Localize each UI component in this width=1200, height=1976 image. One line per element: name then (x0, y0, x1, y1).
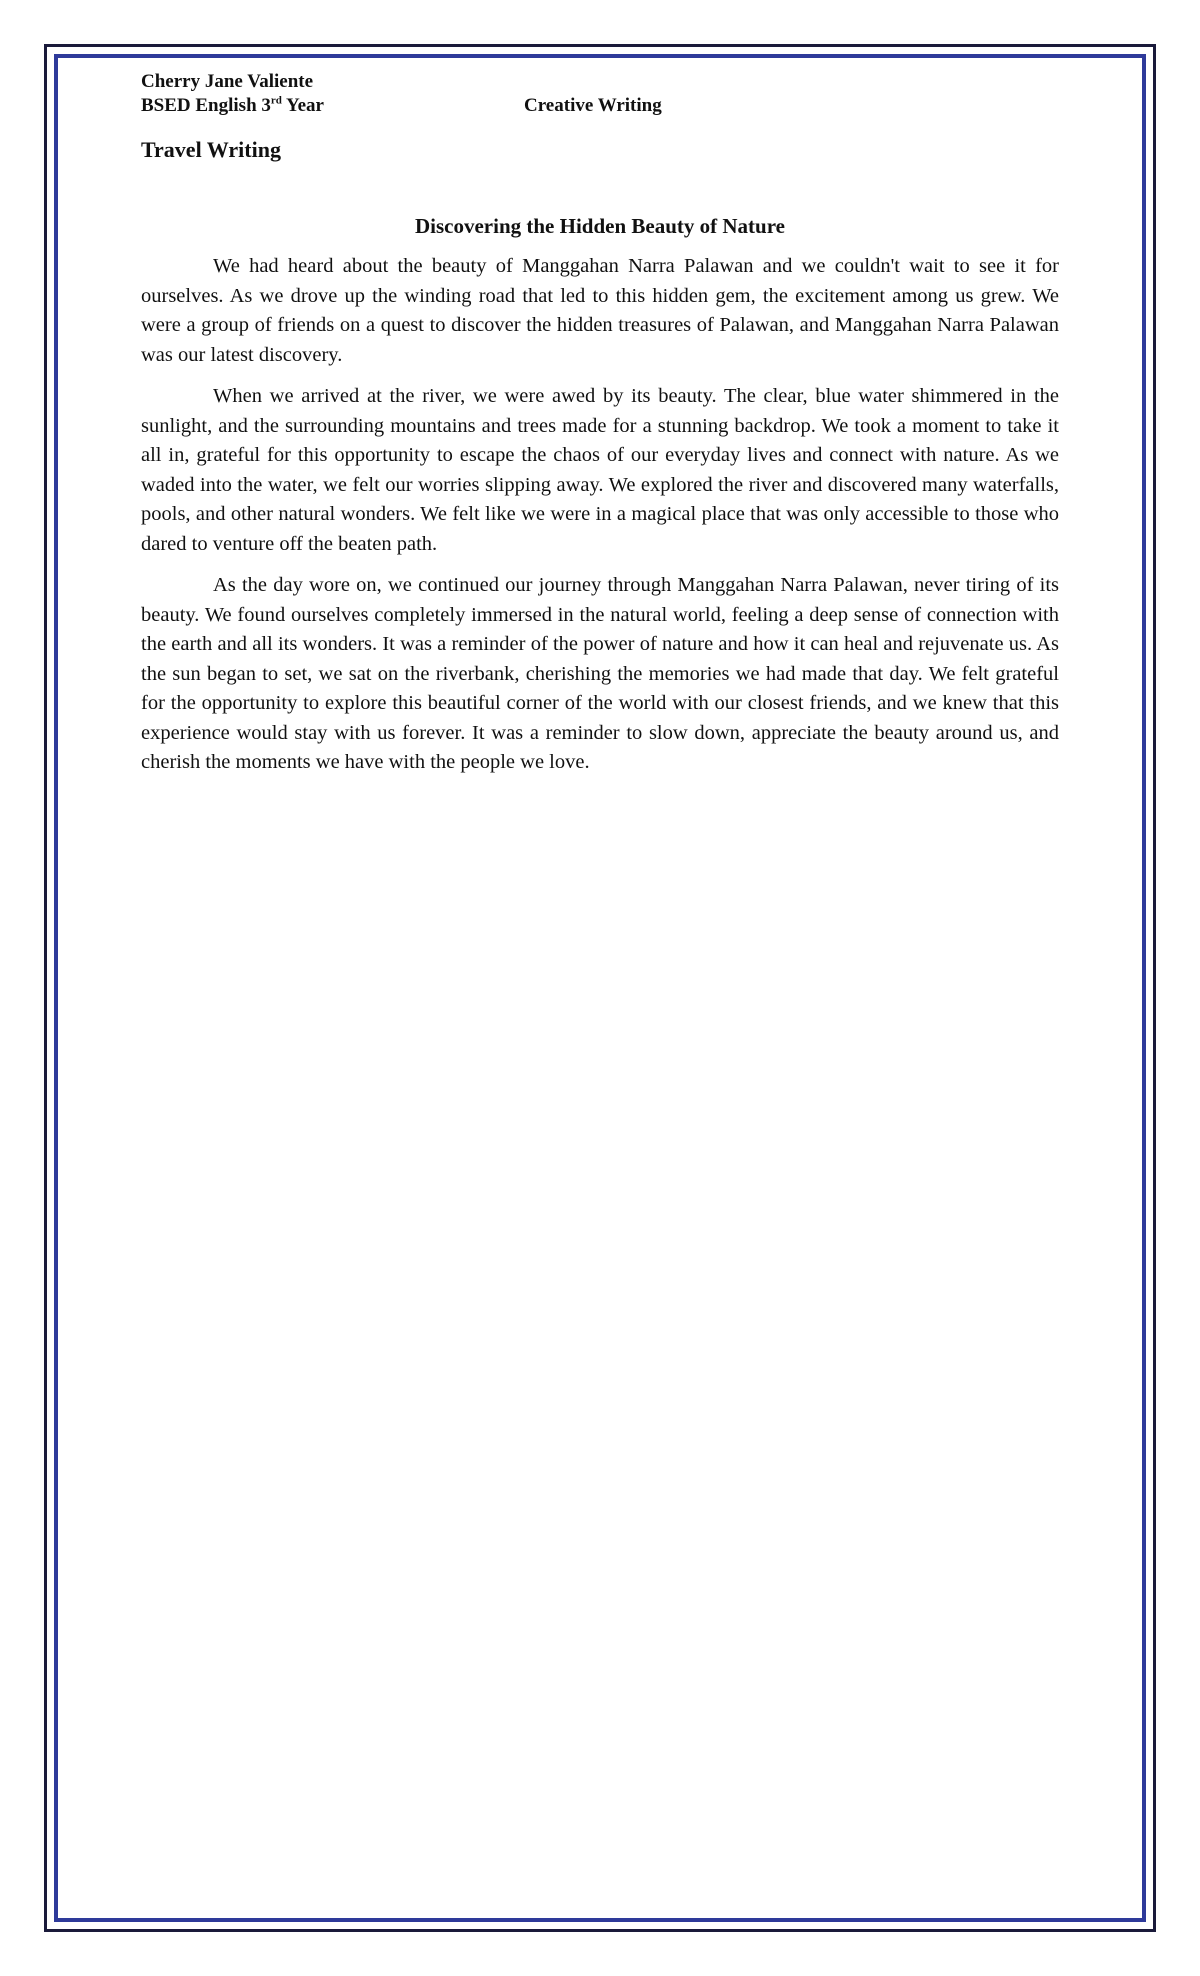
course-line (141, 94, 1059, 118)
course-suffix: Year (281, 95, 324, 116)
essay-title: Discovering the Hidden Beauty of Nature (414, 214, 785, 238)
course-label (141, 95, 324, 116)
course-superscript: rd (270, 94, 282, 107)
course-prefix: BSED English 3 (141, 95, 271, 116)
author-name: Cherry Jane Valiente (141, 71, 314, 92)
document-body (141, 70, 1059, 778)
subject-label: Creative Writing (524, 95, 662, 116)
section-label: Travel Writing (141, 137, 281, 162)
essay-paragraph-1: We had heard about the beauty of Manggahan Narra Palawan and we couldn't wait to see it for ourselves. As we drove up the winding road that led to this hidden gem, the excitement among us grew. We were a group of friends on a quest to discover the hidden treasures of Palawan, and Manggahan Narra Palawan was our latest discovery. (141, 255, 1059, 366)
essay-paragraph-2: When we arrived at the river, we were awed by its beauty. The clear, blue water shimmered in the sunlight, and the surrounding mountains and trees made for a stunning backdrop. We took a moment to take it all in, grateful for this opportunity to escape the chaos of our everyday lives and connect with nature. As we waded into the water, we felt our worries slipping away. We explored the river and discovered many waterfalls, pools, and other natural wonders. We felt like we were in a magical place that was only accessible to those who dared to venture off the beaten path. (141, 385, 1059, 555)
author-line (141, 70, 1059, 94)
essay-paragraph-3: As the day wore on, we continued our journey through Manggahan Narra Palawan, never tiring of its beauty. We found ourselves completely immersed in the natural world, feeling a deep sense of connection with the earth and all its wonders. It was a reminder of the power of nature and how it can heal and rejuvenate us. As the sun began to set, we sat on the riverbank, cherishing the memories we had made that day. We felt grateful for the opportunity to explore this beautiful corner of the world with our closest friends, and we knew that this experience would stay with us forever. It was a reminder to slow down, appreciate the beauty around us, and cherish the moments we have with the people we love. (141, 574, 1059, 773)
